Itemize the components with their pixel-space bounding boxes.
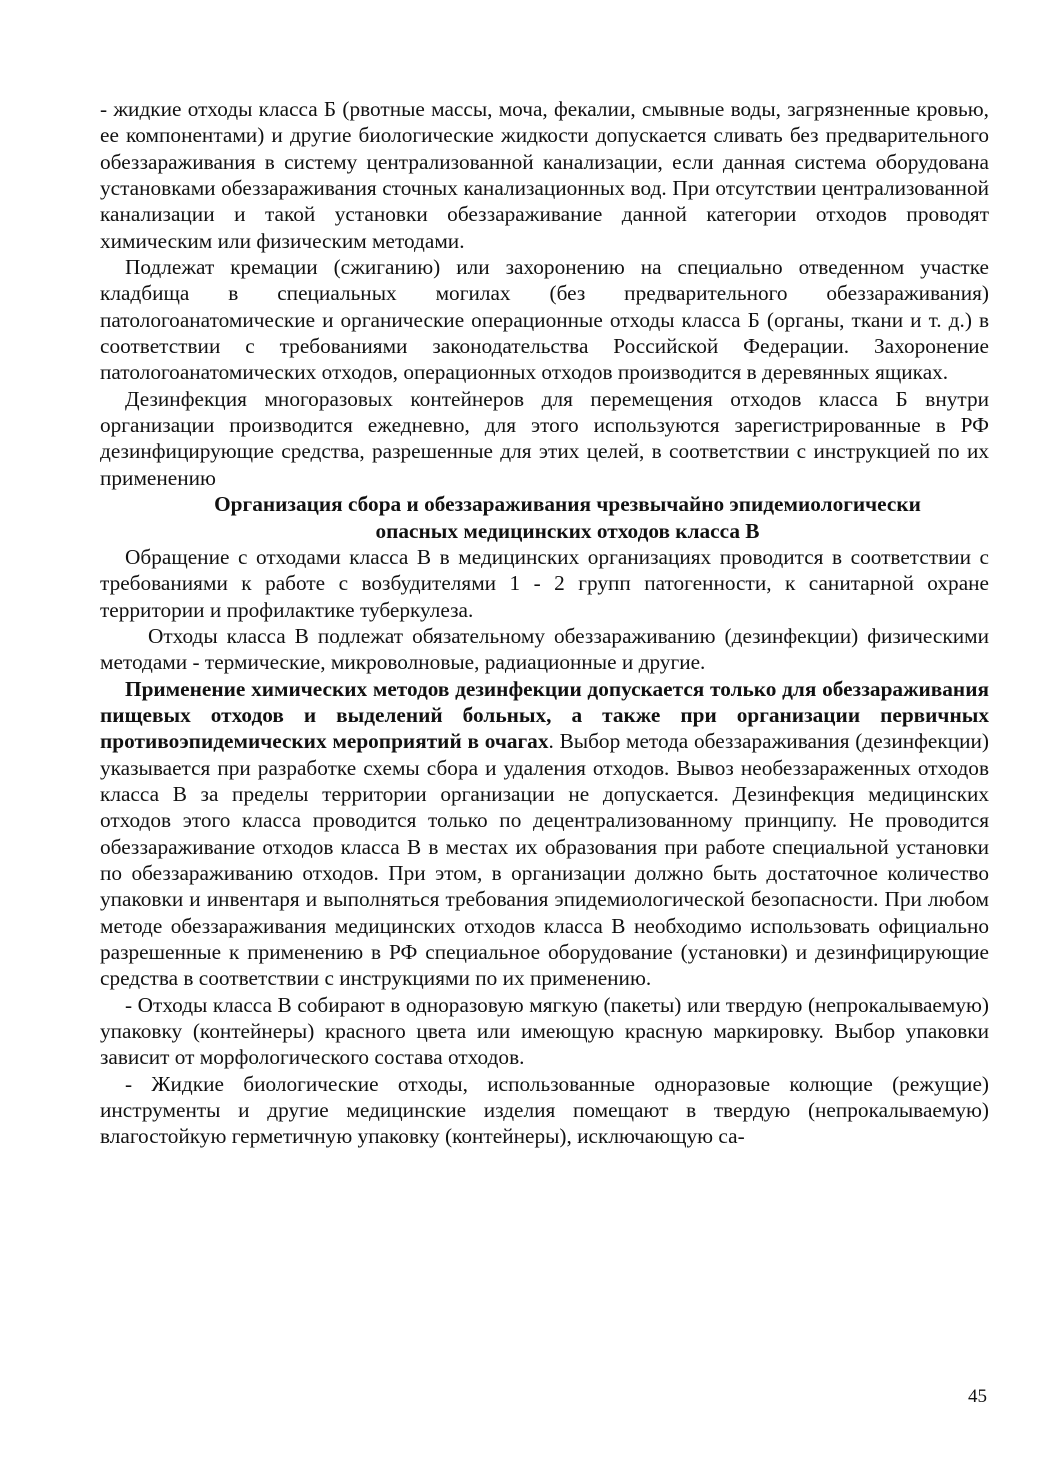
paragraph-class-v-handling: Обращение с отходами класса В в медицинских организациях проводится в соответствии с требованиями к работе с возбудителями 1 - 2 групп патогенности, к санитарной охране территории и профилактике туберкулеза. xyxy=(100,544,989,622)
paragraph-liquid-waste-class-b: - жидкие отходы класса Б (рвотные массы, моча, фекалии, смывные воды, загрязненные кровью, ее компонентами) и другие биологические жидкости допускается сливать без предварительного обеззараживания в систему централизованной канализации, если данная система оборудована установками обеззараживания сточных канализационных вод. При отсутствии централизованной канализации и такой установки обеззараживание данной категории отходов проводят химическим или физическим методами. xyxy=(100,97,989,253)
document-page xyxy=(100,96,989,1150)
paragraph-chemical-methods xyxy=(100,676,989,992)
page-number: 45 xyxy=(968,1386,987,1407)
paragraph-physical-methods: Отходы класса В подлежат обязательному обеззараживанию (дезинфекции) физическими методами - термические, микроволновые, радиационные и другие. xyxy=(100,623,989,675)
section-heading-line-2: опасных медицинских отходов класса В xyxy=(375,518,760,543)
section-heading xyxy=(100,491,989,544)
paragraph-liquid-bio-waste: - Жидкие биологические отходы, использованные одноразовые колющие (режущие) инструменты и другие медицинские изделия помещают в твердую (непрокалываемую) влагостойкую герметичную упаковку (контейнеры), исключающую са- xyxy=(100,1071,989,1149)
paragraph-packaging-red: - Отходы класса В собирают в одноразовую мягкую (пакеты) или твердую (непрокалываемую) упаковку (контейнеры) красного цвета или имеющую красную маркировку. Выбор упаковки зависит от морфологического состава отходов. xyxy=(100,992,989,1070)
paragraph-chemical-methods-rest: . Выбор метода обеззараживания (дезинфекции) указывается при разработке схемы сбора и удаления отходов. Вывоз необеззараженных отходов класса В за пределы территории организации не допускается. Дезинфекция медицинских отходов этого класса проводится только по децентрализованному принципу. Не проводится обеззараживание отходов класса В в местах их образования при работе специальной установки по обеззараживанию отходов. При этом, в организации должно быть достаточное количество упаковки и инвентаря и выполняться требования эпидемиологической безопасности. При любом методе обеззараживания медицинских отходов класса В необходимо использовать официально разрешенные к применению в РФ специальное оборудование (установки) и дезинфицирующие средства в соответствии с инструкциями по их применению. xyxy=(100,729,990,991)
paragraph-cremation: Подлежат кремации (сжиганию) или захоронению на специально отведенном участке кладбища в специальных могилах (без предварительного обеззараживания) патологоанатомические и органические операционные отходы класса Б (органы, ткани и т. д.) в соответствии с требованиями законодательства Российской Федерации. Захоронение патологоанатомических отходов, операционных отходов производится в деревянных ящиках. xyxy=(100,255,989,385)
paragraph-container-disinfection: Дезинфекция многоразовых контейнеров для перемещения отходов класса Б внутри организации производится ежедневно, для этого используются зарегистрированные в РФ дезинфицирующие средства, разрешенные для этих целей, в соответствии с инструкцией по их применению xyxy=(100,386,989,490)
section-heading-line-1: Организация сбора и обеззараживания чрезвычайно эпидемиологически xyxy=(214,492,921,517)
bold-statement: Применение химических методов дезинфекции допускается только для обеззараживания пищевых отходов и выделений больных, а также при организации первичных противоэпидемических мероприятий в очагах xyxy=(100,676,989,754)
